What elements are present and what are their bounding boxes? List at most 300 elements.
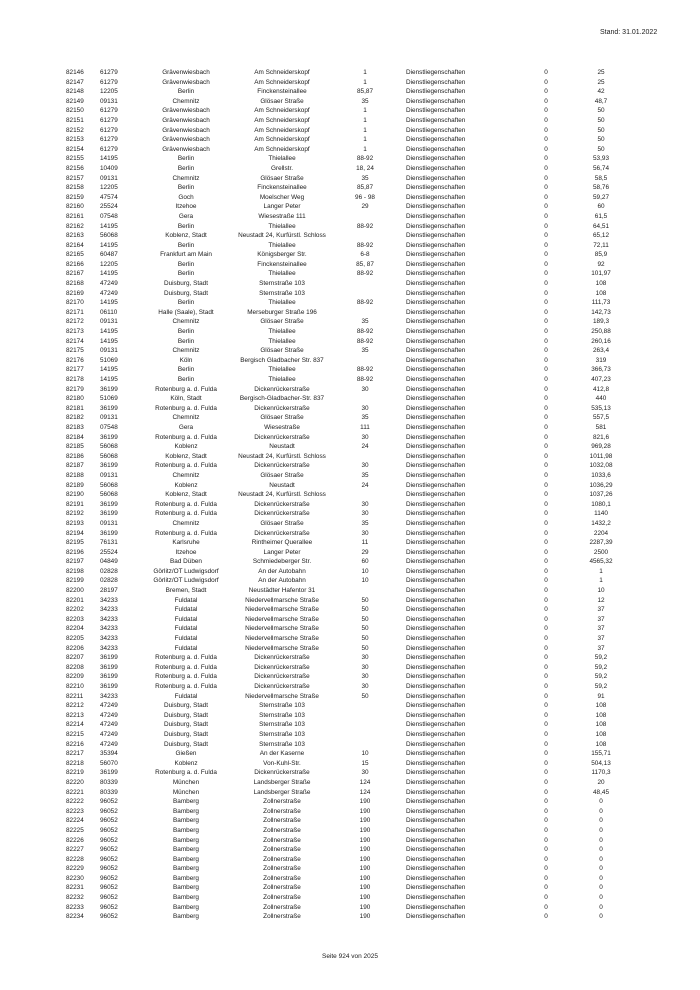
table-row xyxy=(66,241,626,251)
house-number-cell xyxy=(336,701,394,711)
house-number-cell: 35 xyxy=(361,414,369,422)
table-row xyxy=(66,711,626,721)
house-number-cell: 50 xyxy=(361,692,369,700)
street-cell: Dickenrückerstraße xyxy=(254,433,310,441)
postal-code-cell: 47249 xyxy=(100,280,118,288)
area-value-cell: 504,13 xyxy=(591,759,611,767)
house-number-cell: 18, 24 xyxy=(356,164,374,172)
street-cell: Finckensteinallee xyxy=(257,260,307,268)
street-cell: Niedervellmarsche Straße xyxy=(245,615,319,623)
category-cell: Dienstliegenschaften xyxy=(406,730,466,738)
area-value-cell: 0 xyxy=(599,855,603,863)
house-number-cell: 35 xyxy=(361,318,369,326)
area-value-cell: 59,2 xyxy=(594,683,608,690)
value-a-cell: 0 xyxy=(544,404,548,412)
postal-code-cell: 04849 xyxy=(100,558,118,566)
row-id-cell: 82166 xyxy=(66,260,84,268)
category-cell: Dienstliegenschaften xyxy=(406,289,466,297)
area-value-cell: 0 xyxy=(599,884,603,892)
city-cell: Berlin xyxy=(177,260,195,268)
row-id-cell: 82169 xyxy=(66,289,84,297)
value-a-cell: 0 xyxy=(544,567,548,575)
postal-code-cell: 47249 xyxy=(100,711,118,719)
house-number-cell: 1 xyxy=(363,69,367,76)
house-number-cell: 111 xyxy=(360,423,370,431)
category-cell: Dienstliegenschaften xyxy=(406,107,466,115)
row-id-cell: 82187 xyxy=(66,462,84,470)
street-cell: Glösaer Straße xyxy=(260,347,304,355)
table-row xyxy=(66,883,626,893)
house-number-cell xyxy=(336,356,394,366)
city-cell: Fuldatal xyxy=(174,625,198,633)
city-cell: Bamberg xyxy=(173,884,199,892)
city-cell: Bamberg xyxy=(173,817,199,825)
street-cell: Merseburger Straße 196 xyxy=(247,308,317,316)
house-number-cell: 124 xyxy=(359,788,371,796)
value-a-cell: 0 xyxy=(544,606,548,614)
row-id-cell: 82207 xyxy=(66,654,84,662)
area-value-cell: 260,16 xyxy=(591,337,611,345)
value-a-cell: 0 xyxy=(544,318,548,326)
postal-code-cell: 12205 xyxy=(100,184,118,192)
area-value-cell: 319 xyxy=(595,356,607,364)
row-id-cell: 82154 xyxy=(66,145,84,153)
value-a-cell: 0 xyxy=(544,155,548,163)
city-cell: Chemnitz xyxy=(172,347,200,355)
value-a-cell: 0 xyxy=(544,126,548,134)
category-cell: Dienstliegenschaften xyxy=(406,692,466,700)
category-cell: Dienstliegenschaften xyxy=(406,212,466,220)
house-number-cell: 50 xyxy=(361,596,369,604)
area-value-cell: 85,9 xyxy=(594,251,608,259)
house-number-cell: 10 xyxy=(361,567,369,575)
street-cell: Zollnerstraße xyxy=(263,903,301,911)
area-value-cell: 1032,08 xyxy=(589,462,613,470)
house-number-cell: 88-92 xyxy=(356,155,374,163)
category-cell: Dienstliegenschaften xyxy=(406,500,466,508)
value-a-cell: 0 xyxy=(544,750,548,758)
street-cell: Zollnerstraße xyxy=(263,894,301,902)
row-id-cell: 82149 xyxy=(66,97,84,105)
area-value-cell: 91 xyxy=(597,692,605,700)
postal-code-cell: 25524 xyxy=(100,203,118,211)
postal-code-cell: 61279 xyxy=(100,145,118,153)
table-row xyxy=(66,596,626,606)
category-cell: Dienstliegenschaften xyxy=(406,711,466,719)
city-cell: München xyxy=(172,788,200,796)
category-cell: Dienstliegenschaften xyxy=(406,683,466,690)
area-value-cell: 56,74 xyxy=(593,164,609,172)
house-number-cell xyxy=(336,740,394,750)
table-row xyxy=(66,317,626,327)
table-row xyxy=(66,298,626,308)
row-id-cell: 82171 xyxy=(66,308,84,316)
street-cell: Zollnerstraße xyxy=(263,865,301,873)
row-id-cell: 82234 xyxy=(66,913,84,921)
value-a-cell: 0 xyxy=(544,798,548,806)
category-cell: Dienstliegenschaften xyxy=(406,116,466,124)
area-value-cell: 37 xyxy=(597,606,605,614)
row-id-cell: 82192 xyxy=(66,510,84,518)
area-value-cell: 2287,39 xyxy=(589,539,613,547)
postal-code-cell: 09131 xyxy=(100,347,118,355)
category-cell: Dienstliegenschaften xyxy=(406,452,466,460)
street-cell: Sternstraße 103 xyxy=(259,721,305,729)
area-value-cell: 108 xyxy=(595,740,607,748)
value-a-cell: 0 xyxy=(544,702,548,710)
area-value-cell: 59,27 xyxy=(593,193,609,201)
table-row xyxy=(66,231,626,241)
street-cell: Glösaer Straße xyxy=(260,174,304,182)
house-number-cell: 60 xyxy=(361,558,369,566)
category-cell: Dienstliegenschaften xyxy=(406,913,466,921)
category-cell: Dienstliegenschaften xyxy=(406,270,466,278)
area-value-cell: 2204 xyxy=(593,529,609,537)
table-row xyxy=(66,548,626,558)
category-cell: Dienstliegenschaften xyxy=(406,184,466,192)
city-cell: Chemnitz xyxy=(172,174,200,182)
postal-code-cell: 96052 xyxy=(100,846,118,854)
row-id-cell: 82151 xyxy=(66,116,84,124)
street-cell: Glösaer Straße xyxy=(260,414,304,422)
house-number-cell: 190 xyxy=(359,865,371,873)
postal-code-cell: 96052 xyxy=(100,807,118,815)
category-cell: Dienstliegenschaften xyxy=(406,241,466,249)
area-value-cell: 2500 xyxy=(593,548,609,556)
value-a-cell: 0 xyxy=(544,663,548,671)
value-a-cell: 0 xyxy=(544,529,548,537)
house-number-cell: 30 xyxy=(361,385,369,393)
city-cell: Bad Düben xyxy=(170,558,202,566)
postal-code-cell: 61279 xyxy=(100,136,118,144)
city-cell: Duisburg, Stadt xyxy=(163,289,209,297)
city-cell: Bamberg xyxy=(173,836,199,844)
city-cell: Berlin xyxy=(177,299,195,307)
row-id-cell: 82197 xyxy=(66,558,84,566)
city-cell: Görlitz/OT Ludwigsdorf xyxy=(153,577,219,585)
table-row xyxy=(66,807,626,817)
row-id-cell: 82219 xyxy=(66,769,84,777)
house-number-cell: 88-92 xyxy=(356,299,374,307)
area-value-cell: 10 xyxy=(597,587,605,595)
value-a-cell: 0 xyxy=(544,347,548,355)
table-row xyxy=(66,768,626,778)
row-id-cell: 82230 xyxy=(66,874,84,882)
house-number-cell: 190 xyxy=(359,798,371,806)
street-cell: Thielallee xyxy=(268,241,296,249)
postal-code-cell: 96052 xyxy=(100,913,118,921)
street-cell: Thielallee xyxy=(268,155,296,163)
row-id-cell: 82196 xyxy=(66,548,84,556)
area-value-cell: 108 xyxy=(595,730,607,738)
value-a-cell: 0 xyxy=(544,232,548,240)
table-row xyxy=(66,816,626,826)
table-row xyxy=(66,586,626,596)
row-id-cell: 82176 xyxy=(66,356,84,364)
value-a-cell: 0 xyxy=(544,836,548,844)
table-row xyxy=(66,845,626,855)
postal-code-cell: 56068 xyxy=(100,491,118,499)
value-a-cell: 0 xyxy=(544,855,548,863)
category-cell: Dienstliegenschaften xyxy=(406,510,466,518)
street-cell: Thielallee xyxy=(268,376,296,383)
table-row xyxy=(66,404,626,414)
postal-code-cell: 12205 xyxy=(100,88,118,96)
street-cell: Neustädter Hafentor 31 xyxy=(248,587,316,595)
table-row xyxy=(66,644,626,654)
city-cell: Grävenwiesbach xyxy=(162,145,210,153)
house-number-cell: 1 xyxy=(363,145,367,153)
city-cell: Berlin xyxy=(177,184,195,192)
area-value-cell: 59,2 xyxy=(594,663,608,671)
row-id-cell: 82161 xyxy=(66,212,84,220)
value-a-cell: 0 xyxy=(544,807,548,815)
street-cell: Landsberger Straße xyxy=(253,788,311,796)
table-row xyxy=(66,490,626,500)
row-id-cell: 82178 xyxy=(66,376,84,383)
city-cell: Fuldatal xyxy=(174,692,198,700)
category-cell: Dienstliegenschaften xyxy=(406,88,466,96)
category-cell: Dienstliegenschaften xyxy=(406,462,466,470)
postal-code-cell: 14195 xyxy=(100,337,118,345)
city-cell: Fuldatal xyxy=(174,644,198,652)
row-id-cell: 82210 xyxy=(66,683,84,690)
house-number-cell xyxy=(336,720,394,730)
city-cell: Duisburg, Stadt xyxy=(163,740,209,748)
city-cell: Koblenz, Stadt xyxy=(165,491,207,499)
postal-code-cell: 34233 xyxy=(100,606,118,614)
row-id-cell: 82203 xyxy=(66,615,84,623)
city-cell: Duisburg, Stadt xyxy=(163,721,209,729)
postal-code-cell: 14195 xyxy=(100,328,118,336)
area-value-cell: 50 xyxy=(597,107,605,115)
value-a-cell: 0 xyxy=(544,145,548,153)
value-a-cell: 0 xyxy=(544,692,548,700)
row-id-cell: 82215 xyxy=(66,730,84,738)
row-id-cell: 82174 xyxy=(66,337,84,345)
street-cell: Am Schneiderskopf xyxy=(254,69,310,76)
postal-code-cell: 80339 xyxy=(100,778,118,786)
value-a-cell: 0 xyxy=(544,539,548,547)
postal-code-cell: 56068 xyxy=(100,481,118,489)
house-number-cell: 85,87 xyxy=(357,88,373,96)
table-row xyxy=(66,567,626,577)
house-number-cell: 35 xyxy=(361,174,369,182)
house-number-cell: 88-92 xyxy=(356,270,374,278)
category-cell: Dienstliegenschaften xyxy=(406,740,466,748)
city-cell: Gera xyxy=(178,423,194,431)
postal-code-cell: 25524 xyxy=(100,548,118,556)
postal-code-cell: 14195 xyxy=(100,270,118,278)
street-cell: Zollnerstraße xyxy=(263,836,301,844)
table-row xyxy=(66,529,626,539)
value-a-cell: 0 xyxy=(544,788,548,796)
value-a-cell: 0 xyxy=(544,414,548,422)
value-a-cell: 0 xyxy=(544,759,548,767)
city-cell: Bamberg xyxy=(173,798,199,806)
category-cell: Dienstliegenschaften xyxy=(406,654,466,662)
postal-code-cell: 51069 xyxy=(100,395,118,403)
row-id-cell: 82209 xyxy=(66,673,84,681)
house-number-cell: 15 xyxy=(361,759,369,767)
house-number-cell: 1 xyxy=(363,126,367,134)
city-cell: Fuldatal xyxy=(174,596,198,604)
category-cell: Dienstliegenschaften xyxy=(406,376,466,383)
house-number-cell xyxy=(336,490,394,500)
house-number-cell: 50 xyxy=(361,606,369,614)
value-a-cell: 0 xyxy=(544,625,548,633)
table-row xyxy=(66,778,626,788)
row-id-cell: 82177 xyxy=(66,366,84,374)
table-row xyxy=(66,308,626,318)
table-row xyxy=(66,135,626,145)
street-cell: Dickenrückerstraße xyxy=(254,510,310,518)
house-number-cell: 190 xyxy=(359,807,371,815)
row-id-cell: 82164 xyxy=(66,241,84,249)
city-cell: Köln xyxy=(179,356,193,364)
row-id-cell: 82195 xyxy=(66,539,84,547)
value-a-cell: 0 xyxy=(544,519,548,527)
city-cell: Gießen xyxy=(175,750,197,758)
city-cell: Rotenburg a. d. Fulda xyxy=(155,529,217,537)
house-number-cell: 30 xyxy=(361,462,369,470)
row-id-cell: 82223 xyxy=(66,807,84,815)
house-number-cell: 190 xyxy=(359,913,371,921)
table-row xyxy=(66,212,626,222)
area-value-cell: 50 xyxy=(597,126,605,134)
row-id-cell: 82152 xyxy=(66,126,84,134)
category-cell: Dienstliegenschaften xyxy=(406,855,466,863)
value-a-cell: 0 xyxy=(544,721,548,729)
table-row xyxy=(66,394,626,404)
street-cell: Am Schneiderskopf xyxy=(254,126,310,134)
category-cell: Dienstliegenschaften xyxy=(406,126,466,134)
row-id-cell: 82158 xyxy=(66,184,84,192)
category-cell: Dienstliegenschaften xyxy=(406,471,466,479)
row-id-cell: 82211 xyxy=(66,692,84,700)
value-a-cell: 0 xyxy=(544,683,548,690)
postal-code-cell: 12205 xyxy=(100,260,118,268)
house-number-cell: 50 xyxy=(361,644,369,652)
value-a-cell: 0 xyxy=(544,164,548,172)
area-value-cell: 50 xyxy=(597,145,605,153)
row-id-cell: 82216 xyxy=(66,740,84,748)
category-cell: Dienstliegenschaften xyxy=(406,894,466,902)
house-number-cell: 88-92 xyxy=(356,328,374,336)
postal-code-cell: 14195 xyxy=(100,222,118,230)
value-a-cell: 0 xyxy=(544,817,548,825)
city-cell: Berlin xyxy=(177,328,195,336)
category-cell: Dienstliegenschaften xyxy=(406,136,466,144)
city-cell: Koblenz, Stadt xyxy=(165,232,207,240)
value-a-cell: 0 xyxy=(544,548,548,556)
street-cell: Moelscher Weg xyxy=(259,193,305,201)
house-number-cell: 190 xyxy=(359,836,371,844)
street-cell: Dickenrückerstraße xyxy=(254,500,310,508)
area-value-cell: 1170,3 xyxy=(591,769,611,777)
house-number-cell: 190 xyxy=(359,884,371,892)
street-cell: Finckensteinallee xyxy=(257,88,307,96)
postal-code-cell: 14195 xyxy=(100,241,118,249)
area-value-cell: 142,73 xyxy=(591,308,611,316)
house-number-cell: 88-92 xyxy=(356,376,374,383)
postal-code-cell: 96052 xyxy=(100,874,118,882)
house-number-cell: 11 xyxy=(361,539,369,547)
category-cell: Dienstliegenschaften xyxy=(406,97,466,105)
street-cell: Dickenrückerstraße xyxy=(254,673,310,681)
street-cell: An der Autobahn xyxy=(258,567,306,575)
area-value-cell: 37 xyxy=(597,615,605,623)
category-cell: Dienstliegenschaften xyxy=(406,807,466,815)
postal-code-cell: 28197 xyxy=(100,587,118,595)
row-id-cell: 82183 xyxy=(66,423,84,431)
area-value-cell: 969,28 xyxy=(591,443,611,451)
table-row xyxy=(66,461,626,471)
row-id-cell: 82157 xyxy=(66,174,84,182)
category-cell: Dienstliegenschaften xyxy=(406,423,466,431)
value-a-cell: 0 xyxy=(544,280,548,288)
city-cell: Itzehoe xyxy=(175,203,197,211)
row-id-cell: 82170 xyxy=(66,299,84,307)
house-number-cell: 50 xyxy=(361,615,369,623)
value-a-cell: 0 xyxy=(544,222,548,230)
postal-code-cell: 09131 xyxy=(100,471,118,479)
table-row xyxy=(66,797,626,807)
area-value-cell: 0 xyxy=(599,913,603,921)
value-a-cell: 0 xyxy=(544,510,548,518)
postal-code-cell: 34233 xyxy=(100,625,118,633)
city-cell: München xyxy=(172,778,200,786)
category-cell: Dienstliegenschaften xyxy=(406,155,466,163)
area-value-cell: 0 xyxy=(599,836,603,844)
row-id-cell: 82213 xyxy=(66,711,84,719)
area-value-cell: 0 xyxy=(599,846,603,854)
area-value-cell: 557,5 xyxy=(593,414,609,422)
street-cell: Dickenrückerstraße xyxy=(254,529,310,537)
category-cell: Dienstliegenschaften xyxy=(406,596,466,604)
postal-code-cell: 09131 xyxy=(100,318,118,326)
value-a-cell: 0 xyxy=(544,443,548,451)
street-cell: Grellstr. xyxy=(270,164,293,172)
row-id-cell: 82146 xyxy=(66,69,84,76)
area-value-cell: 37 xyxy=(597,644,605,652)
city-cell: Bamberg xyxy=(173,913,199,921)
street-cell: Neustadt 24, Kurfürstl. Schloss xyxy=(238,232,326,240)
table-row xyxy=(66,193,626,203)
area-value-cell: 0 xyxy=(599,894,603,902)
value-a-cell: 0 xyxy=(544,366,548,374)
value-a-cell: 0 xyxy=(544,78,548,86)
table-row xyxy=(66,701,626,711)
area-value-cell: 48,45 xyxy=(593,788,609,796)
house-number-cell: 88-92 xyxy=(356,222,374,230)
category-cell: Dienstliegenschaften xyxy=(406,644,466,652)
value-a-cell: 0 xyxy=(544,88,548,96)
area-value-cell: 189,3 xyxy=(593,318,609,326)
house-number-cell xyxy=(336,212,394,222)
street-cell: Neustadt xyxy=(269,481,295,489)
area-value-cell: 0 xyxy=(599,903,603,911)
house-number-cell: 124 xyxy=(359,778,371,786)
row-id-cell: 82186 xyxy=(66,452,84,460)
row-id-cell: 82150 xyxy=(66,107,84,115)
city-cell: Rotenburg a. d. Fulda xyxy=(155,462,217,470)
table-row xyxy=(66,576,626,586)
house-number-cell: 30 xyxy=(361,529,369,537)
house-number-cell: 35 xyxy=(361,97,369,105)
area-value-cell: 1140 xyxy=(594,510,608,518)
postal-code-cell: 76131 xyxy=(100,539,118,547)
